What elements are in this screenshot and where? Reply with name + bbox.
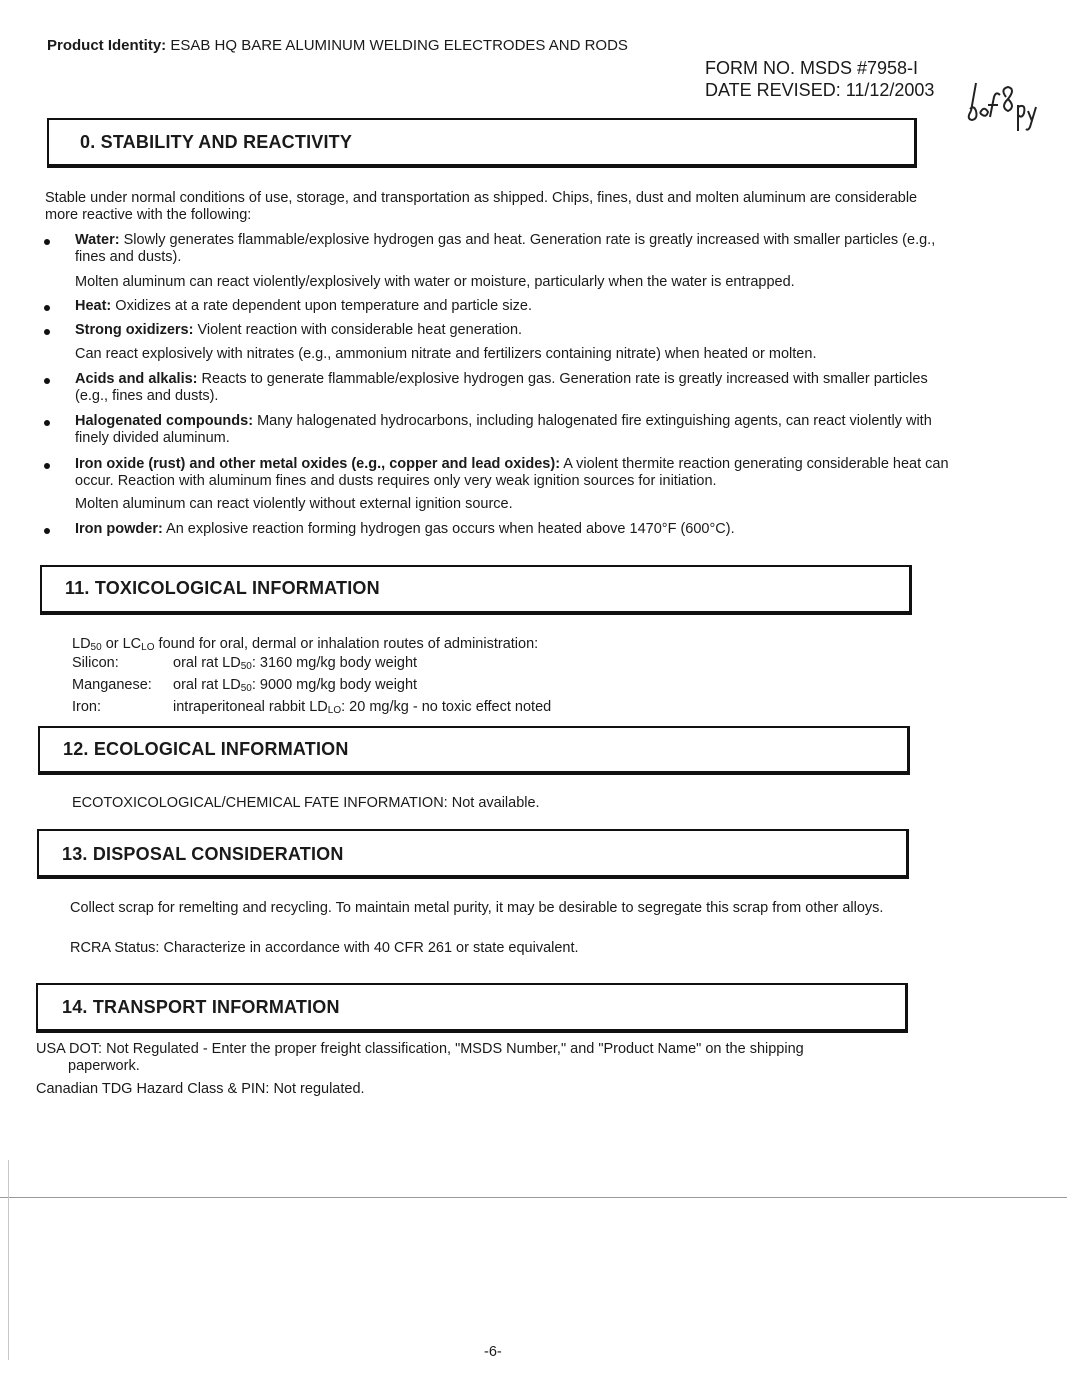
bullet — [44, 420, 50, 426]
ecological-text: ECOTOXICOLOGICAL/CHEMICAL FATE INFORMATION: Not available. — [72, 795, 540, 811]
section-10-title: 0. STABILITY AND REACTIVITY — [80, 132, 353, 152]
tox-intro-rest: found for oral, dermal or inhalation routes of administration: — [154, 636, 539, 652]
hazard-label: Iron oxide (rust) and other metal oxides (e.g., copper and lead oxides): — [75, 456, 561, 472]
tox-value — [173, 654, 551, 676]
tox-intro-sub1: 50 — [90, 642, 102, 653]
hazard-label: Acids and alkalis: — [75, 371, 198, 387]
tox-intro-sub2: LO — [141, 642, 155, 653]
tox-substance: Iron: — [72, 699, 102, 715]
hazard-text: Reacts to generate flammable/explosive hydrogen gas. Generation rate is greatly increased with smaller particles (e.g., fines and dusts). — [75, 371, 928, 404]
handwritten-page-note — [962, 75, 1042, 145]
product-identity-value: ESAB HQ BARE ALUMINUM WELDING ELECTRODES AND RODS — [166, 37, 628, 54]
section-11-title: 11. TOXICOLOGICAL INFORMATION — [65, 578, 380, 598]
tox-value-post: : 9000 mg/kg body weight — [251, 677, 418, 693]
hazard-label: Halogenated compounds: — [75, 413, 254, 429]
tox-intro-ld: LD — [72, 636, 91, 652]
hazard-item-acids — [75, 371, 955, 405]
tox-value-pre: intraperitoneal rabbit LD — [173, 699, 328, 715]
date-revised: DATE REVISED: 11/12/2003 — [705, 80, 935, 100]
tox-value-sub: 50 — [240, 683, 252, 694]
hazard-label: Iron powder: — [75, 521, 163, 537]
hazard-item-oxidizers — [75, 322, 955, 363]
bullet — [44, 528, 50, 534]
hazard-text: Many halogenated hydrocarbons, including halogenated fire extinguishing agents, can react violently with finely divided aluminum. — [75, 413, 932, 446]
hazard-label: Water: — [75, 232, 120, 248]
tox-value-post: : 20 mg/kg - no toxic effect noted — [341, 699, 552, 715]
bullet — [44, 378, 50, 384]
tox-value — [173, 698, 551, 720]
scan-edge — [8, 1160, 9, 1360]
canadian-tdg: Canadian TDG Hazard Class & PIN: Not regulated. — [36, 1081, 365, 1097]
usa-dot-line-1: USA DOT: Not Regulated - Enter the proper freight classification, "MSDS Number," and "Product Name" on the shipping — [36, 1041, 804, 1057]
table-row — [72, 654, 551, 676]
hazard-text: Violent reaction with considerable heat generation. — [193, 322, 523, 338]
usa-dot-line-2: paperwork. — [68, 1058, 140, 1074]
hazard-extra: Molten aluminum can react violently/explosively with water or moisture, particularly when the water is entrapped. — [75, 274, 795, 290]
hazard-text: Slowly generates flammable/explosive hydrogen gas and heat. Generation rate is greatly increased with smaller particles (e.g., fines and dusts). — [75, 232, 936, 265]
tox-intro-or: or LC — [101, 636, 142, 652]
hazard-extra: Can react explosively with nitrates (e.g., ammonium nitrate and fertilizers containing nitrate) when heated or molten. — [75, 346, 817, 362]
hazard-text: Oxidizes at a rate dependent upon temperature and particle size. — [111, 298, 533, 314]
tox-value-pre: oral rat LD — [173, 655, 241, 671]
product-identity — [47, 37, 628, 54]
table-row — [72, 698, 551, 720]
tox-value-post: : 3160 mg/kg body weight — [251, 655, 418, 671]
hazard-text: An explosive reaction forming hydrogen gas occurs when heated above 1470°F (600°C). — [162, 521, 735, 537]
tox-value — [173, 676, 551, 698]
section-13-title: 13. DISPOSAL CONSIDERATION — [62, 844, 344, 864]
hazard-extra: Molten aluminum can react violently without external ignition source. — [75, 496, 513, 512]
table-row — [72, 676, 551, 698]
tox-value-sub: 50 — [240, 661, 252, 672]
section-10-intro: Stable under normal conditions of use, storage, and transportation as shipped. Chips, fines, dust and molten aluminum are considerable more reactive with the following: — [45, 190, 918, 223]
hazard-item-iron-oxide — [75, 456, 965, 513]
usa-dot — [36, 1041, 936, 1075]
tox-table — [72, 654, 551, 720]
tox-substance: Manganese: — [72, 677, 152, 693]
product-identity-label: Product Identity: — [47, 37, 167, 54]
hazard-item-iron-powder — [75, 521, 955, 538]
tox-substance: Silicon: — [72, 655, 119, 671]
bullet — [44, 329, 50, 335]
scan-divider — [0, 1197, 1067, 1198]
tox-value-pre: oral rat LD — [173, 677, 241, 693]
hazard-item-water — [75, 232, 955, 291]
hazard-label: Heat: — [75, 298, 112, 314]
section-12-title: 12. ECOLOGICAL INFORMATION — [63, 739, 349, 759]
hazard-label: Strong oxidizers: — [75, 322, 194, 338]
tox-value-sub: LO — [327, 705, 342, 716]
form-info — [705, 57, 934, 101]
bullet — [44, 463, 50, 469]
disposal-text-2: RCRA Status: Characterize in accordance with 40 CFR 261 or state equivalent. — [70, 940, 579, 956]
hazard-item-heat — [75, 298, 955, 315]
section-14-title: 14. TRANSPORT INFORMATION — [62, 997, 340, 1017]
bullet — [44, 239, 50, 245]
bullet — [44, 305, 50, 311]
tox-intro — [72, 636, 538, 656]
form-number: FORM NO. MSDS #7958-I — [705, 58, 919, 78]
disposal-text-1: Collect scrap for remelting and recycling. To maintain metal purity, it may be desirable to segregate this scrap from other alloys. — [70, 900, 884, 916]
page-number: -6- — [484, 1344, 502, 1360]
hazard-text: A violent thermite reaction generating considerable heat can occur. Reaction with aluminum fines and dusts requires only very weak ignition sources for initiation. — [75, 456, 949, 489]
hazard-item-halogenated — [75, 413, 955, 447]
